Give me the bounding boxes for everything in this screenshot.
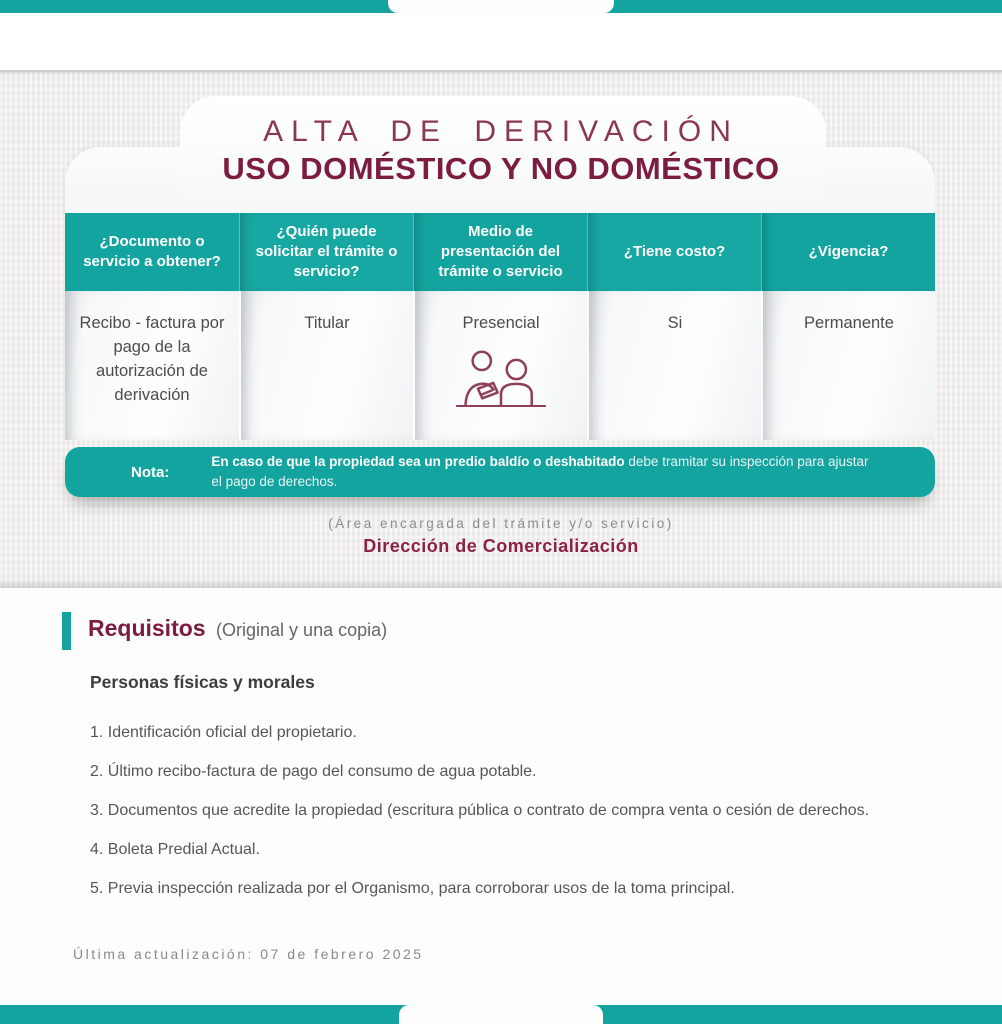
nota-text <box>211 452 875 493</box>
requisito-item: 3. Documentos que acredite la propiedad (escritura pública o contrato de compra venta o cesión de derechos. <box>90 802 870 819</box>
area-caption: (Área encargada del trámite y/o servicio) <box>328 516 674 531</box>
header-medio: Medio de presentación del trámite o servicio <box>413 213 587 291</box>
nota-text-regular: debe tramitar su inspección para ajustar el pago de derechos. <box>211 453 869 489</box>
cell-medio-label: Presencial <box>462 314 540 332</box>
cell-solicitante: Titular <box>239 291 413 440</box>
requisito-item: 2. Último recibo-factura de pago del consumo de agua potable. <box>90 763 537 780</box>
cell-medio <box>413 291 587 440</box>
header-costo: ¿Tiene costo? <box>587 213 761 291</box>
header-vigencia: ¿Vigencia? <box>761 213 935 291</box>
page-subtitle: USO DOMÉSTICO Y NO DOMÉSTICO <box>222 151 780 186</box>
info-table <box>65 213 935 440</box>
header-solicitante: ¿Quién puede solicitar el trámite o servicio? <box>239 213 413 291</box>
requisitos-title: Requisitos <box>88 615 206 641</box>
cell-vigencia: Permanente <box>761 291 935 440</box>
header-band <box>0 13 1002 72</box>
requisitos-subtitle: (Original y una copia) <box>216 620 388 640</box>
table-row <box>65 291 935 440</box>
header-documento: ¿Documento o servicio a obtener? <box>65 213 239 291</box>
nota-bar <box>65 447 935 497</box>
page-title: ALTA DE DERIVACIÓN <box>263 115 739 148</box>
last-update-text: Última actualización: 07 de febrero 2025 <box>73 946 424 962</box>
cell-costo: Si <box>587 291 761 440</box>
area-name: Dirección de Comercialización <box>363 536 639 556</box>
requisitos-accent-bar <box>62 612 71 650</box>
nota-text-bold: En caso de que la propiedad sea un predio baldío o deshabitado <box>211 453 625 469</box>
requisito-item: 4. Boleta Predial Actual. <box>90 841 260 858</box>
requisito-item: 1. Identificación oficial del propietario. <box>90 724 357 741</box>
top-accent-tab <box>388 0 614 13</box>
table-header-row <box>65 213 935 291</box>
requisito-item: 5. Previa inspección realizada por el Organismo, para corroborar usos de la toma principal. <box>90 880 735 897</box>
cell-documento: Recibo - factura por pago de la autorización de derivación <box>65 291 239 440</box>
requisitos-heading <box>88 615 387 642</box>
nota-label: Nota: <box>131 463 170 481</box>
group-title: Personas físicas y morales <box>90 672 315 692</box>
bottom-accent-tab <box>399 1005 603 1024</box>
people-at-desk-icon <box>415 347 587 417</box>
